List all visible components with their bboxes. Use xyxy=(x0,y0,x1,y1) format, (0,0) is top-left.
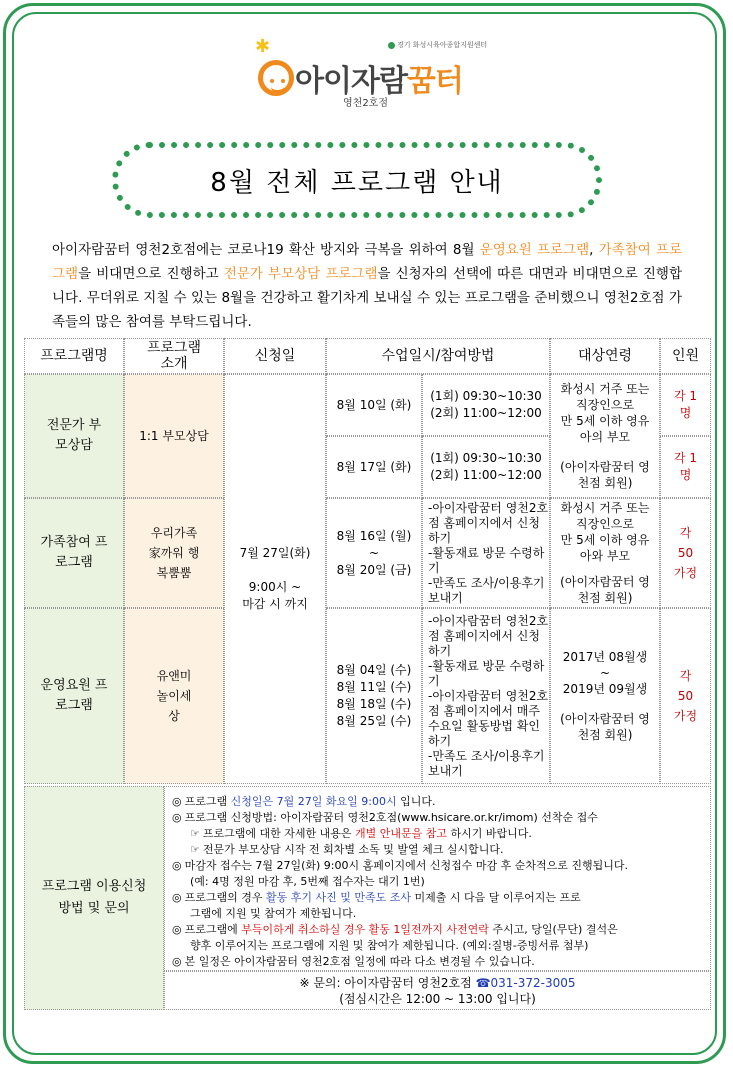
counsel-count-1: 각 1명 xyxy=(660,374,711,436)
counsel-time-1 xyxy=(422,374,550,436)
family-method: -아이자람꿈터 영천2호점 홈페이지에서 신청하기 -활동재료 방문 수령하기 -만족도 조사/이용후기 보내기 xyxy=(422,498,550,608)
note-6 xyxy=(172,890,581,905)
note-3 xyxy=(190,826,532,841)
header-target: 대상연령 xyxy=(550,338,660,374)
intro-text-1: 아이자람꿈터 영천2호점에는 코로나19 확산 방지와 극복을 위하여 8월 xyxy=(52,242,480,258)
contact-line-1 xyxy=(299,975,575,991)
note-7b: 부득이하게 취소하실 경우 활동 1일전까지 사전연락 xyxy=(241,923,489,936)
counsel-name: 전문가 부모상담 xyxy=(24,374,124,498)
logo xyxy=(255,36,515,112)
note-8-text: 본 일정은 아이자람꿈터 영천2호점 일정에 따라 다소 변경될 수 있습니다. xyxy=(184,955,535,968)
note-1 xyxy=(172,794,435,809)
note-5 xyxy=(172,858,628,873)
note-6c: 미제출 시 다음 달 이루어지는 프로 xyxy=(410,891,581,904)
staff-intro: 유앤미 놀이세상 xyxy=(124,608,224,784)
circle-dot-icon: ◎ xyxy=(172,811,182,824)
center-name-text: 경기 화성시육아종합지원센터 xyxy=(397,41,488,49)
intro-paragraph xyxy=(52,238,682,334)
circle-dot-icon: ◎ xyxy=(172,859,182,872)
note-7 xyxy=(172,922,618,937)
notes-table xyxy=(24,786,711,1010)
family-target-a: 화성시 거주 또는 직장인으로 xyxy=(560,501,650,531)
intro-highlight-counsel: 전문가 부모상담 프로그램 xyxy=(223,266,378,282)
center-mark-icon xyxy=(388,42,395,49)
counsel-intro: 1:1 부모상담 xyxy=(124,374,224,498)
note-3c: 하시기 바랍니다. xyxy=(447,827,532,840)
program-table xyxy=(24,338,711,784)
circle-dot-icon: ◎ xyxy=(172,923,182,936)
intro-highlight-family: 가족참여 프로그램 xyxy=(52,242,682,282)
note-7d xyxy=(190,938,588,953)
counsel-time-2a: (1회) 09:30~10:30 xyxy=(430,451,542,465)
note-3a: 프로그램에 대한 자세한 내용은 xyxy=(202,827,355,840)
star-icon: ✱ xyxy=(255,36,271,57)
staff-target xyxy=(550,608,660,784)
family-dates xyxy=(326,498,422,608)
center-name xyxy=(388,40,487,50)
apply-date: 7월 27일(화) xyxy=(239,546,311,560)
intro-text-4: 을 신청자의 선택에 따른 대면과 비대면으로 진행합니다. 무더위로 지칠 수 있는 8월을 건강하고 활기차게 보내실 수 있는 프로그램을 준비했으니 영천2호점 가족들의 많은 참여를 부탁드립니다. xyxy=(52,266,682,330)
counsel-time-1a: (1회) 09:30~10:30 xyxy=(430,389,542,403)
staff-method: -아이자람꿈터 영천2호점 홈페이지에서 신청하기 -활동재료 방문 수령하기 -아이자람꿈터 영천2호점 홈페이지에서 매주 수요일 활동방법 확인하기 -만족도 조사/이용후기 보내기 xyxy=(422,608,550,784)
hand-pointer-icon: ☞ xyxy=(190,827,200,840)
counsel-date-2: 8월 17일 (화) xyxy=(326,436,422,498)
note-7c: 주시고, 당일(무단) 결석은 xyxy=(488,923,618,936)
header-schedule: 수업일시/참여방법 xyxy=(326,338,550,374)
logo-branch: 영천2호점 xyxy=(343,98,389,109)
staff-count xyxy=(660,608,711,784)
counsel-target-a: 화성시 거주 또는 직장인으로 xyxy=(560,382,650,412)
staff-count-b: 50 xyxy=(677,689,694,703)
counsel-time-2 xyxy=(422,436,550,498)
note-4-text: 전문가 부모상담 시작 전 회차별 소독 및 발열 체크 실시합니다. xyxy=(202,843,504,856)
staff-count-a: 각 xyxy=(679,669,692,683)
note-1b: 신청일은 7월 27일 화요일 9:00시 xyxy=(230,795,397,808)
smile-face-icon xyxy=(258,60,294,96)
family-name: 가족참여 프로그램 xyxy=(24,498,124,608)
note-6b: 활동 후기 사진 및 만족도 조사 xyxy=(265,891,411,904)
logo-name-orange: 꿈터 xyxy=(406,64,463,99)
note-7d-text: 향후 이루어지는 프로그램에 지원 및 참여가 제한됩니다. xyxy=(190,939,459,952)
note-1a: 프로그램 xyxy=(184,795,231,808)
staff-target-a: 2017년 08월생 xyxy=(562,650,648,664)
circle-dot-icon: ◎ xyxy=(172,891,182,904)
family-target xyxy=(550,498,660,608)
family-date-tilde: ~ xyxy=(368,545,380,560)
family-target-c: (아이자람꿈터 영천점 회원) xyxy=(560,575,650,605)
note-2-text: 프로그램 신청방법: 아이자람꿈터 영천2호점(www.hsicare.or.kr/imom) 선착순 접수 xyxy=(184,811,598,824)
intro-highlight-staff: 운영요원 프로그램 xyxy=(479,242,590,258)
note-8 xyxy=(172,954,535,969)
note-7e: (예외:질병-증빙서류 첨부) xyxy=(462,939,589,952)
note-6d: 그램에 지원 및 참여가 제한됩니다. xyxy=(190,907,357,920)
hand-pointer-icon: ☞ xyxy=(190,843,200,856)
contact-phone: ☎031-372-3005 xyxy=(475,975,576,990)
intro-text-3: 을 비대면으로 진행하고 xyxy=(78,266,224,282)
logo-name-gray: 아이자람 xyxy=(295,64,407,99)
note-6a: 프로그램의 경우 xyxy=(184,891,266,904)
counsel-target xyxy=(550,374,660,498)
header-apply: 신청일 xyxy=(224,338,326,374)
note-1c: 입니다. xyxy=(396,795,436,808)
note-2 xyxy=(172,810,598,825)
family-intro: 우리가족 家까워 행복뿜뿜 xyxy=(124,498,224,608)
header-name: 프로그램명 xyxy=(24,338,124,374)
circle-dot-icon: ◎ xyxy=(172,795,182,808)
staff-target-c: (아이자람꿈터 영천점 회원) xyxy=(560,712,650,742)
family-target-b: 만 5세 이하 영유아와 부모 xyxy=(560,533,650,563)
counsel-date-1: 8월 10일 (화) xyxy=(326,374,422,436)
note-7a: 프로그램에 xyxy=(184,923,242,936)
note-3b: 개별 안내문을 참고 xyxy=(355,827,448,840)
contact-cell xyxy=(164,971,711,1010)
counsel-target-b: 만 5세 이하 영유아의 부모 xyxy=(560,414,650,444)
note-5-text: 마감자 접수는 7월 27일(화) 9:00시 홈페이지에서 신청접수 마감 후 순차적으로 진행됩니다. xyxy=(184,859,629,872)
apply-end: 마감 시 까지 xyxy=(242,597,308,611)
family-count-a: 각 xyxy=(679,526,692,540)
note-5b: (예: 4명 정원 마감 후, 5번째 접수자는 대기 1번) xyxy=(190,875,425,888)
family-date-a: 8월 16일 (월) xyxy=(336,528,412,543)
header-intro: 프로그램 소개 xyxy=(124,338,224,374)
notes-label: 프로그램 이용신청 방법 및 문의 xyxy=(24,786,164,1010)
staff-target-tilde: ~ xyxy=(599,666,611,680)
counsel-time-2b: (2회) 11:00~12:00 xyxy=(430,468,542,482)
contact-text: ※ 문의: 아이자람꿈터 영천2호점 xyxy=(299,975,476,990)
page-title: 8월 전체 프로그램 안내 xyxy=(210,167,504,198)
contact-line-2: (점심시간은 12:00 ~ 13:00 입니다) xyxy=(339,991,536,1006)
apply-time: 9:00시 ~ xyxy=(248,580,302,594)
family-count-c: 가정 xyxy=(673,566,698,580)
staff-count-c: 가정 xyxy=(673,709,698,723)
title-box xyxy=(112,142,602,218)
counsel-target-c: (아이자람꿈터 영천점 회원) xyxy=(560,460,650,490)
counsel-count-2: 각 1명 xyxy=(660,436,711,498)
family-count-b: 50 xyxy=(677,546,694,560)
staff-dates: 8월 04일 (수) 8월 11일 (수) 8월 18일 (수) 8월 25일 (수) xyxy=(326,608,422,784)
staff-target-b: 2019년 09월생 xyxy=(562,682,648,696)
note-4 xyxy=(190,842,504,857)
counsel-time-1b: (2회) 11:00~12:00 xyxy=(430,406,542,420)
header-count: 인원 xyxy=(660,338,711,374)
apply-date-cell xyxy=(224,374,326,784)
circle-dot-icon: ◎ xyxy=(172,955,182,968)
family-count xyxy=(660,498,711,608)
intro-text-2: , xyxy=(589,242,599,258)
staff-name: 운영요원 프로그램 xyxy=(24,608,124,784)
family-date-b: 8월 20일 (금) xyxy=(336,562,412,577)
